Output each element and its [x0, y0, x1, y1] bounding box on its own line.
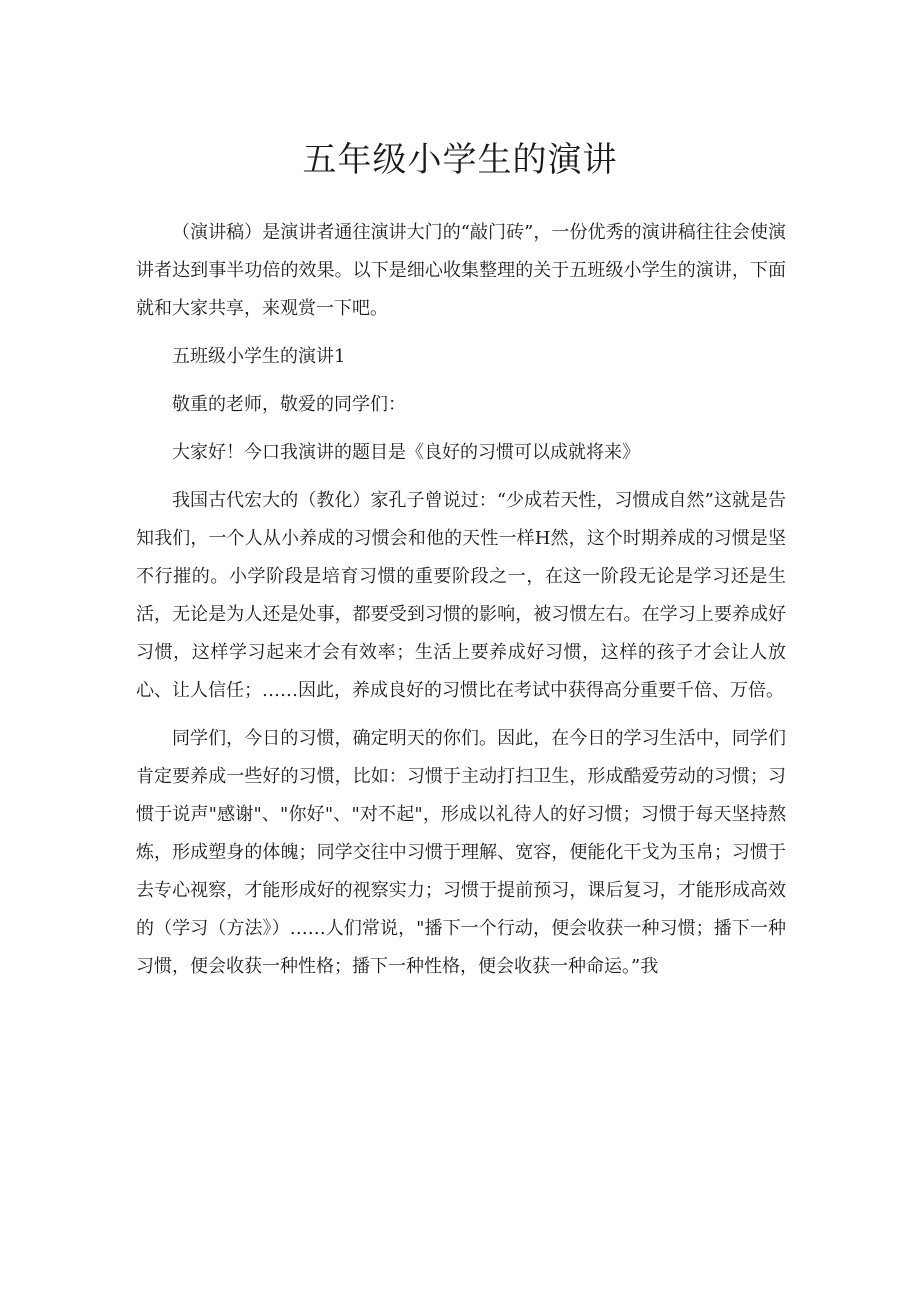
document-body	[136, 214, 786, 996]
paragraph-heading: 五班级小学生的演讲1	[172, 346, 346, 367]
document-title: 五年级小学生的演讲	[302, 140, 618, 180]
paragraph-body-1: 我国古代宏大的（教化）家孔子曾说过：“少成若天性，习惯成自然”这就是告知我们，一个人从小养成的习惯会和他的天性一样H然，这个时期养成的习惯是坚不行摧的。小学阶段是培育习惯的重要阶段之一，在这一阶段无论是学习还是生活，无论是为人还是处事，都要受到习惯的影响，被习惯左右。在学习上要养成好习惯，这样学习起来才会有效率；生活上要养成好习惯，这样的孩子才会让人放心、让人信任；……因此，养成良好的习惯比在考试中获得高分重要千倍、万倍。	[136, 490, 786, 701]
paragraph-salutation: 敬重的老师，敬爱的同学们：	[172, 394, 406, 415]
paragraph-body-2: 同学们，今日的习惯，确定明天的你们。因此，在今日的学习生活中，同学们肯定要养成一些好的习惯，比如：习惯于主动打扫卫生，形成酷爱劳动的习惯；习惯于说声"感谢"、"你好"、"对不起"，形成以礼待人的好习惯；习惯于每天坚持熬炼，形成塑身的体魄；同学交往中习惯于理解、宽容，便能化干戈为玉帛；习惯于去专心视察，才能形成好的视察实力；习惯于提前预习，课后复习，才能形成高效的（学习（方法》）……人们常说，"播下一个行动，便会收获一种习惯；播下一种习惯，便会收获一种性格；播下一种性格，便会收获一种命运。”我	[136, 728, 786, 977]
paragraph-intro: （演讲稿）是演讲者通往演讲大门的“敲门砖”，一份优秀的演讲稿往往会使演讲者达到事半功倍的效果。以下是细心收集整理的关于五班级小学生的演讲，下面就和大家共享，来观赏一下吧。	[136, 222, 786, 319]
paragraph-greeting: 大家好！今口我演讲的题目是《良好的习惯可以成就将来》	[172, 442, 640, 463]
